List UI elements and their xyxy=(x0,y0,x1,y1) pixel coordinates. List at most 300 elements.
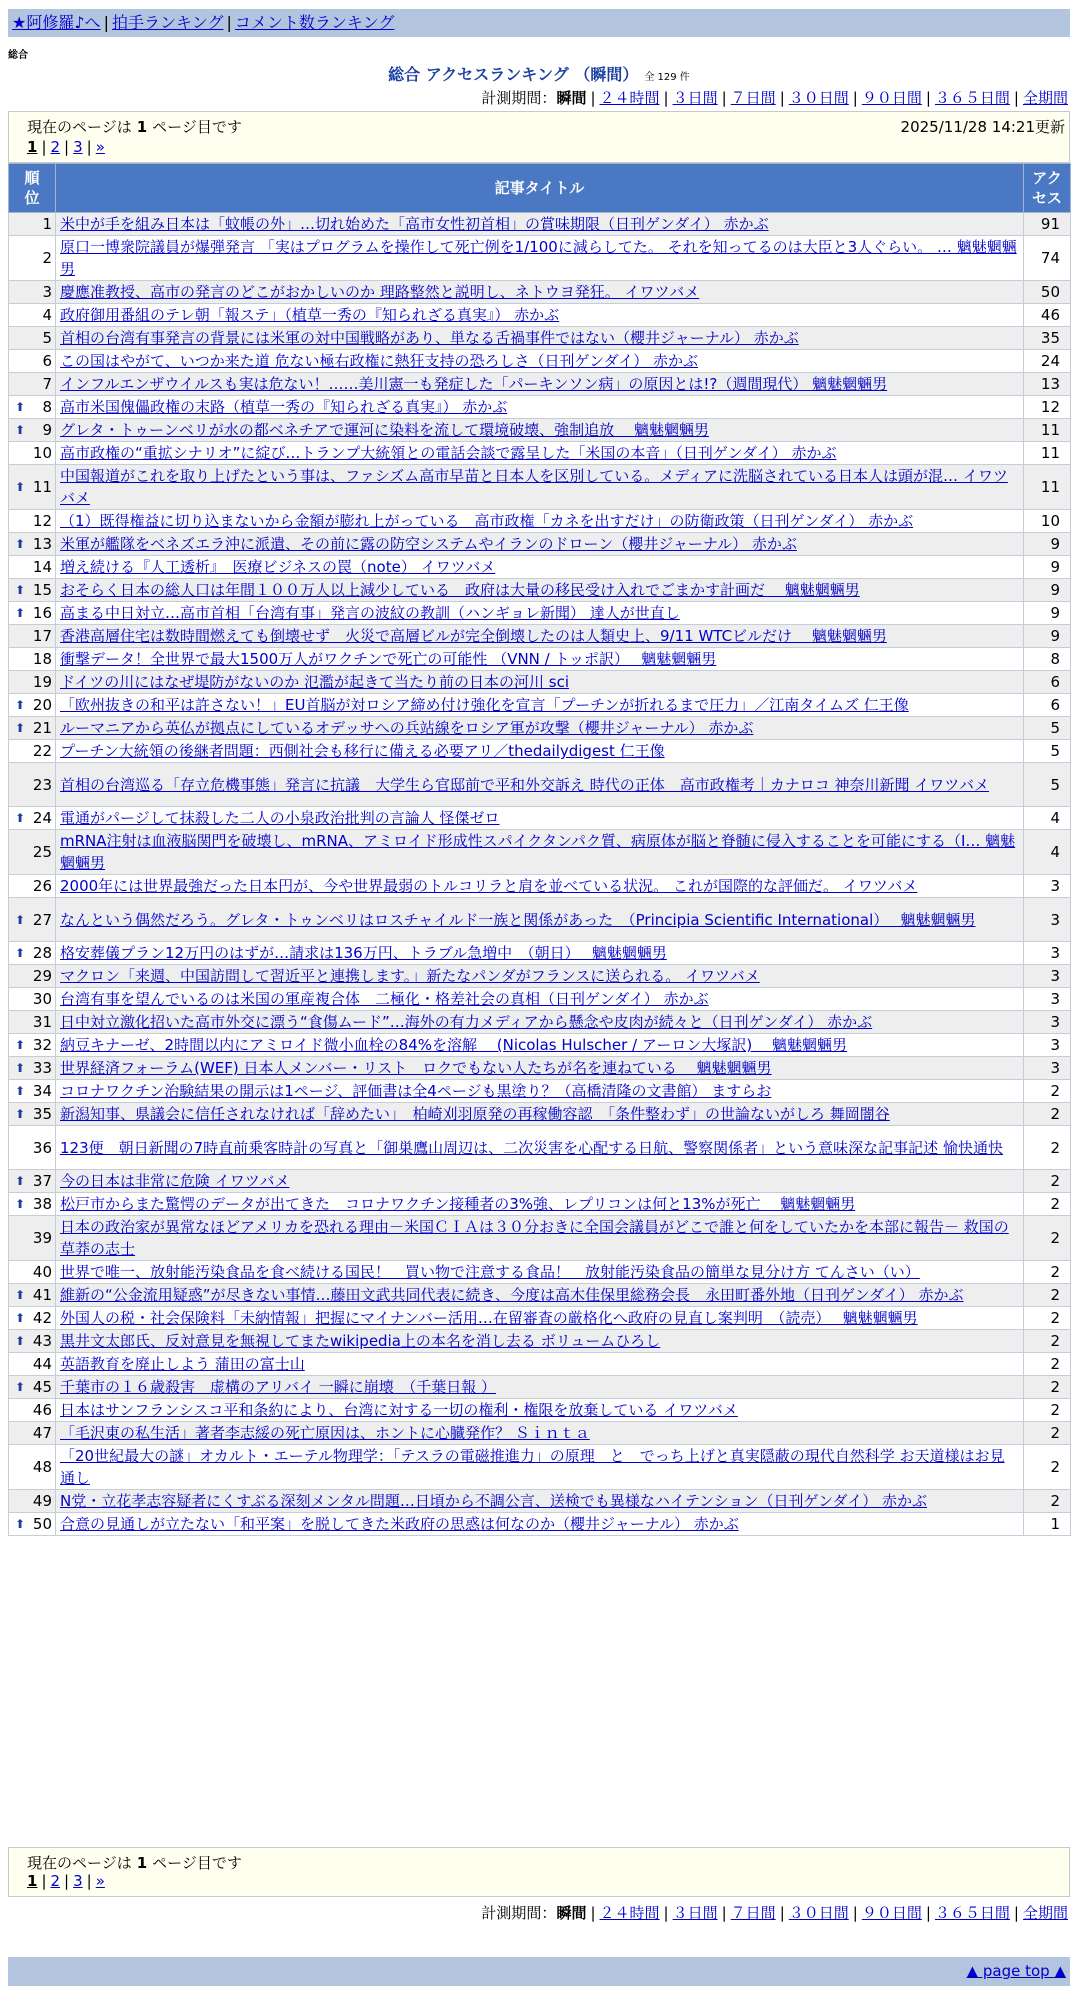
title-cell xyxy=(56,1261,1024,1284)
table-row xyxy=(9,988,1071,1011)
period-link[interactable]: ３６５日間 xyxy=(934,89,1010,107)
article-link[interactable]: プーチン大統領の後継者問題：西側社会も移行に備える必要アリ／thedailydigest 仁王像 xyxy=(60,742,665,760)
rank-number: 16 xyxy=(32,604,52,622)
title-cell xyxy=(56,442,1024,465)
access-count: 3 xyxy=(1024,942,1071,965)
article-link[interactable]: 高市米国傀儡政権の末路（植草一秀の『知られざる真実』） 赤かぶ xyxy=(60,398,508,416)
rank-cell xyxy=(9,875,56,898)
rank-number: 48 xyxy=(32,1458,52,1476)
access-count: 9 xyxy=(1024,556,1071,579)
access-count: 9 xyxy=(1024,602,1071,625)
title-cell xyxy=(56,1193,1024,1216)
access-count: 13 xyxy=(1024,373,1071,396)
table-row xyxy=(9,740,1071,763)
title-cell xyxy=(56,602,1024,625)
period-link[interactable]: ３６５日間 xyxy=(934,1904,1010,1922)
table-row xyxy=(9,419,1071,442)
arrow-up-icon: ⬆ xyxy=(15,946,26,960)
period-current: 瞬間 xyxy=(556,89,587,107)
arrow-up-icon: ⬆ xyxy=(15,1174,26,1188)
arrow-up-icon: ⬆ xyxy=(15,1288,26,1302)
article-link[interactable]: 123便 朝日新聞の7時直前乗客時計の写真と「御巣鷹山周辺は、二次災害を心配する日航、警察関係者」という意味深な記事記述 愉快通快 xyxy=(60,1138,1003,1157)
title-cell xyxy=(56,1011,1024,1034)
article-link[interactable]: 中国報道がこれを取り上げたという事は、ファシズム高市早苗と日本人を区別している。メディアに洗脳されている日本人は頭が混… イワツバメ xyxy=(60,467,1008,507)
article-link[interactable]: 納豆キナーゼ、2時間以内にアミロイド微小血栓の84%を溶解 (Nicolas Hulscher / アーロン大塚訳) 魑魅魍魎男 xyxy=(60,1036,848,1054)
separator: | xyxy=(721,89,727,107)
access-count: 11 xyxy=(1024,442,1071,465)
separator: | xyxy=(1013,89,1019,107)
access-count: 2 xyxy=(1024,1376,1071,1399)
arrow-up-icon: ⬆ xyxy=(15,1084,26,1098)
access-count: 9 xyxy=(1024,533,1071,556)
article-link[interactable]: 2000年には世界最強だった日本円が、今や世界最弱のトルコリラと肩を並べている状況。 これが国際的な評価だ。 イワツバメ xyxy=(60,877,918,895)
article-link[interactable]: おそらく日本の総人口は年間１００万人以上減少している 政府は大量の移民受け入れでごまかす計画だ 魑魅魍魎男 xyxy=(60,581,860,599)
separator: | xyxy=(779,1904,785,1922)
article-link[interactable]: 慶應准教授、高市の発言のどこがおかしいのか 理路整然と説明し、ネトウヨ発狂。 イワツバメ xyxy=(60,283,700,301)
period-link[interactable]: ３０日間 xyxy=(788,1904,849,1922)
access-count: 2 xyxy=(1024,1261,1071,1284)
rank-cell xyxy=(9,1513,56,1536)
article-link[interactable]: 高市政権の“重拡シナリオ”に綻び…トランプ大統領との電話会談で露呈した「米国の本音」（日刊ゲンダイ） 赤かぶ xyxy=(60,444,837,462)
period-link[interactable]: 全期間 xyxy=(1022,1904,1068,1922)
table-row xyxy=(9,1034,1071,1057)
article-link[interactable]: なんという偶然だろう。グレタ・トゥンベリはロスチャイルド一族と関係があった （Principia Scientific International） 魑魅魍魎男 xyxy=(60,910,976,929)
table-row xyxy=(9,533,1071,556)
access-count: 1 xyxy=(1024,1513,1071,1536)
rank-cell xyxy=(9,281,56,304)
rank-number: 35 xyxy=(32,1105,52,1123)
page-title xyxy=(0,62,1078,85)
access-count: 2 xyxy=(1024,1080,1071,1103)
period-link[interactable]: ３日間 xyxy=(672,89,718,107)
title-cell xyxy=(56,830,1024,875)
clap-ranking-link[interactable]: 拍手ランキング xyxy=(111,13,224,32)
rank-cell xyxy=(9,419,56,442)
category-label: 総合 xyxy=(8,50,28,61)
access-count: 2 xyxy=(1024,1284,1071,1307)
title-cell xyxy=(56,965,1024,988)
title-cell xyxy=(56,988,1024,1011)
table-row xyxy=(9,1011,1071,1034)
title-cell xyxy=(56,1445,1024,1490)
access-count: 2 xyxy=(1024,1126,1071,1170)
article-link[interactable]: この国はやがて、いつか来た道 危ない極右政権に熱狂支持の恐ろしさ（日刊ゲンダイ） 赤かぶ xyxy=(60,352,699,370)
home-link[interactable]: ★阿修羅♪へ xyxy=(12,13,101,32)
arrow-up-icon: ⬆ xyxy=(15,480,26,494)
rank-number: 13 xyxy=(32,535,52,553)
rank-cell xyxy=(9,396,56,419)
page-prefix: 現在のページは xyxy=(27,118,132,136)
title-cell xyxy=(56,556,1024,579)
rank-cell xyxy=(9,965,56,988)
separator: | xyxy=(590,1904,596,1922)
rank-cell xyxy=(9,807,56,830)
rank-cell xyxy=(9,1170,56,1193)
rank-cell xyxy=(9,1422,56,1445)
page-link[interactable]: 2 xyxy=(50,138,61,156)
separator: | xyxy=(663,1904,669,1922)
article-link[interactable]: 千葉市の１６歳殺害 虚構のアリバイ 一瞬に崩壊 （千葉日報 ） xyxy=(60,1378,496,1396)
article-link[interactable]: 首相の台湾有事発言の背景には米軍の対中国戦略があり、単なる舌禍事件ではない（櫻井ジャーナル） 赤かぶ xyxy=(60,329,799,347)
rank-number: 32 xyxy=(32,1036,52,1054)
article-link[interactable]: 高まる中日対立…高市首相「台湾有事」発言の波紋の教訓（ハンギョレ新聞） 達人が世直し xyxy=(60,604,680,622)
rank-number: 9 xyxy=(42,421,52,439)
rank-cell xyxy=(9,830,56,875)
rank-number: 18 xyxy=(32,650,52,668)
table-row xyxy=(9,1216,1071,1261)
access-count: 3 xyxy=(1024,1057,1071,1080)
access-count: 2 xyxy=(1024,1490,1071,1513)
arrow-up-icon: ⬆ xyxy=(15,583,26,597)
access-count: 4 xyxy=(1024,830,1071,875)
arrow-up-icon: ⬆ xyxy=(15,1517,26,1531)
access-count: 50 xyxy=(1024,281,1071,304)
rank-cell xyxy=(9,942,56,965)
rank-number: 20 xyxy=(32,696,52,714)
arrow-up-icon: ⬆ xyxy=(15,1061,26,1075)
access-count: 2 xyxy=(1024,1216,1071,1261)
article-link[interactable]: N党・立花孝志容疑者にくすぶる深刻メンタル問題…日頃から不調公言、送検でも異様なハイテンション（日刊ゲンダイ） 赤かぶ xyxy=(60,1492,928,1510)
arrow-up-icon: ⬆ xyxy=(15,698,26,712)
title-cell xyxy=(56,213,1024,236)
rank-number: 3 xyxy=(42,283,52,301)
rank-cell xyxy=(9,625,56,648)
table-row xyxy=(9,965,1071,988)
article-link[interactable]: 衝撃データ！全世界で最大1500万人がワクチンで死亡の可能性 （VNN / トッポ訳） 魑魅魍魎男 xyxy=(60,650,717,668)
table-row xyxy=(9,373,1071,396)
total-count: 全 129 件 xyxy=(644,72,690,83)
access-count: 5 xyxy=(1024,763,1071,807)
page-link[interactable]: 3 xyxy=(73,138,83,156)
rank-number: 8 xyxy=(42,398,52,416)
table-row xyxy=(9,327,1071,350)
separator: | xyxy=(590,89,596,107)
rank-number: 19 xyxy=(32,673,52,691)
period-current: 瞬間 xyxy=(556,1904,587,1922)
page-info-top xyxy=(8,111,1070,163)
article-link[interactable]: コロナワクチン治験結果の開示は1ページ、評価書は全4ページも黒塗り？（高橋清隆の文書館） ますらお xyxy=(60,1082,772,1100)
separator: | xyxy=(1013,1904,1019,1922)
page-top-link[interactable]: ▲ page top ▲ xyxy=(966,1962,1066,1980)
article-link[interactable]: 英語教育を廃止しよう 蒲田の富士山 xyxy=(60,1355,305,1373)
page-link[interactable]: 2 xyxy=(50,1872,61,1890)
title-cell xyxy=(56,1216,1024,1261)
separator: | xyxy=(86,138,92,156)
rank-number: 42 xyxy=(32,1309,52,1327)
rank-number: 21 xyxy=(32,719,52,737)
article-link[interactable]: 世界経済フォーラム(WEF) 日本人メンバー・リスト ロクでもない人たちが名を連ねている 魑魅魍魎男 xyxy=(60,1059,772,1077)
rank-number: 23 xyxy=(32,775,52,794)
table-row xyxy=(9,1080,1071,1103)
access-count: 3 xyxy=(1024,1011,1071,1034)
access-count: 3 xyxy=(1024,965,1071,988)
rank-cell xyxy=(9,1490,56,1513)
access-count: 9 xyxy=(1024,625,1071,648)
access-count: 4 xyxy=(1024,807,1071,830)
rank-cell xyxy=(9,1330,56,1353)
title-text: 総合 アクセスランキング （瞬間） xyxy=(388,65,639,84)
period-link[interactable]: 全期間 xyxy=(1022,89,1068,107)
rank-cell xyxy=(9,740,56,763)
rank-number: 2 xyxy=(42,249,52,267)
table-row xyxy=(9,1261,1071,1284)
article-link[interactable]: ルーマニアから英仏が拠点にしているオデッサへの兵站線をロシア軍が攻撃（櫻井ジャーナル） 赤かぶ xyxy=(60,719,754,737)
article-link[interactable]: 今の日本は非常に危険 イワツバメ xyxy=(60,1172,290,1190)
article-link[interactable]: 台湾有事を望んでいるのは米国の軍産複合体 二極化・格差社会の真相（日刊ゲンダイ） 赤かぶ xyxy=(60,990,709,1008)
col-title-header: 記事タイトル xyxy=(56,164,1024,213)
table-row xyxy=(9,442,1071,465)
access-count: 24 xyxy=(1024,350,1071,373)
rank-number: 11 xyxy=(32,478,52,496)
separator: | xyxy=(64,1872,70,1890)
rank-cell xyxy=(9,648,56,671)
title-cell xyxy=(56,419,1024,442)
rank-cell xyxy=(9,579,56,602)
rank-number: 17 xyxy=(32,627,52,645)
page-link[interactable]: » xyxy=(95,1872,105,1890)
separator: | xyxy=(663,89,669,107)
rank-cell xyxy=(9,213,56,236)
table-row xyxy=(9,1353,1071,1376)
table-row xyxy=(9,1193,1071,1216)
article-link[interactable]: 増え続ける『人工透析』 医療ビジネスの罠（note） イワツバメ xyxy=(60,558,496,576)
title-cell xyxy=(56,694,1024,717)
arrow-up-icon: ⬆ xyxy=(15,912,26,927)
title-cell xyxy=(56,350,1024,373)
access-count: 46 xyxy=(1024,304,1071,327)
access-count: 3 xyxy=(1024,898,1071,942)
table-row xyxy=(9,942,1071,965)
article-link[interactable]: （1）既得権益に切り込まないから金額が膨れ上がっている 高市政権「カネを出すだけ」の防衛政策（日刊ゲンダイ） 赤かぶ xyxy=(60,512,914,530)
rank-number: 26 xyxy=(32,877,52,895)
table-row xyxy=(9,396,1071,419)
table-row xyxy=(9,1307,1071,1330)
article-link[interactable]: ドイツの川にはなぜ堤防がないのか 氾濫が起きて当たり前の日本の河川 sci xyxy=(60,673,570,691)
article-link[interactable]: 電通がパージして抹殺した二人の小泉政治批判の言論人 怪傑ゼロ xyxy=(60,809,500,827)
article-link[interactable]: 日中対立激化招いた高市外交に漂う“食傷ムード”…海外の有力メディアから懸念や皮肉が続々と（日刊ゲンダイ） 赤かぶ xyxy=(60,1013,873,1031)
article-link[interactable]: 日本はサンフランシスコ平和条約により、台湾に対する一切の権利・権限を放棄している イワツバメ xyxy=(60,1401,738,1419)
title-cell xyxy=(56,942,1024,965)
access-count: 35 xyxy=(1024,327,1071,350)
access-count: 5 xyxy=(1024,717,1071,740)
arrow-up-icon: ⬆ xyxy=(15,423,26,437)
arrow-up-icon: ⬆ xyxy=(15,1038,26,1052)
access-count: 2 xyxy=(1024,1399,1071,1422)
rank-cell xyxy=(9,694,56,717)
access-count: 2 xyxy=(1024,1330,1071,1353)
title-cell xyxy=(56,671,1024,694)
footer-bar xyxy=(8,1957,1070,1986)
rank-number: 12 xyxy=(32,512,52,530)
article-link[interactable]: 米中が手を組み日本は「蚊帳の外」…切れ始めた「高市女性初首相」の賞味期限（日刊ゲンダイ） 赤かぶ xyxy=(60,215,769,233)
rank-number: 31 xyxy=(32,1013,52,1031)
article-link[interactable]: 黒井文太郎氏、反対意見を無視してまたwikipedia上の本名を消し去る ボリュームひろし xyxy=(60,1332,661,1350)
page-link[interactable]: 1 xyxy=(27,1872,38,1890)
current-page-text xyxy=(27,1852,242,1873)
table-row xyxy=(9,1513,1071,1536)
title-cell xyxy=(56,510,1024,533)
title-cell xyxy=(56,898,1024,942)
table-row xyxy=(9,1103,1071,1126)
rank-cell xyxy=(9,1126,56,1170)
table-row xyxy=(9,807,1071,830)
table-row xyxy=(9,556,1071,579)
arrow-up-icon: ⬆ xyxy=(15,1197,26,1211)
article-link[interactable]: インフルエンザウイルスも実は危ない！……美川憲一も発症した「パーキンソン病」の原因とは!?（週間現代） 魑魅魍魎男 xyxy=(60,375,888,393)
separator: | xyxy=(41,1872,47,1890)
title-cell xyxy=(56,1034,1024,1057)
separator: | xyxy=(925,89,931,107)
period-link[interactable]: ７日間 xyxy=(730,89,776,107)
rank-cell xyxy=(9,442,56,465)
rank-cell xyxy=(9,671,56,694)
title-cell xyxy=(56,1307,1024,1330)
article-link[interactable]: 世界で唯一、放射能汚染食品を食べ続ける国民！ 買い物で注意する食品！ 放射能汚染食品の簡単な見分け方 てんさい（い） xyxy=(60,1263,920,1281)
access-count: 11 xyxy=(1024,419,1071,442)
period-selector-bottom xyxy=(481,1902,1068,1923)
arrow-up-icon: ⬆ xyxy=(15,811,26,825)
title-cell xyxy=(56,1057,1024,1080)
period-label: 計測期間： xyxy=(481,89,557,107)
article-link[interactable]: 政府御用番組のテレ朝「報ステ」（植草一秀の『知られざる真実』） 赤かぶ xyxy=(60,306,560,324)
table-row xyxy=(9,579,1071,602)
separator: | xyxy=(779,89,785,107)
article-link[interactable]: mRNA注射は血液脳関門を破壊し、mRNA、アミロイド形成性スパイクタンパク質、病原体が脳と脊髄に侵入することを可能にする（I… 魑魅魍魎男 xyxy=(60,832,1016,872)
comment-ranking-link[interactable]: コメント数ランキング xyxy=(234,13,395,32)
article-link[interactable]: 維新の“公金流用疑惑”が尽きない事情…藤田文武共同代表に続き、今度は高木佳保里総務会長 永田町番外地（日刊ゲンダイ） 赤かぶ xyxy=(60,1286,964,1304)
access-count: 3 xyxy=(1024,1034,1071,1057)
period-label: 計測期間： xyxy=(481,1904,557,1922)
article-link[interactable]: 外国人の税・社会保険料「未納情報」把握にマイナンバー活用…在留審査の厳格化へ政府の見直し案判明 （読売） 魑魅魍魎男 xyxy=(60,1309,918,1327)
period-link[interactable]: ２４時間 xyxy=(599,1904,660,1922)
rank-cell xyxy=(9,236,56,281)
pagination xyxy=(27,1872,105,1890)
arrow-up-icon: ⬆ xyxy=(15,721,26,735)
rank-number: 49 xyxy=(32,1492,52,1510)
rank-number: 1 xyxy=(42,215,52,233)
period-link[interactable]: ３日間 xyxy=(672,1904,718,1922)
table-row xyxy=(9,1330,1071,1353)
title-cell xyxy=(56,763,1024,807)
article-link[interactable]: 松戸市からまた驚愕のデータが出てきた コロナワクチン接種者の3%強、レプリコンは何と13%が死亡 魑魅魍魎男 xyxy=(60,1195,856,1213)
title-cell xyxy=(56,281,1024,304)
period-link[interactable]: ９０日間 xyxy=(861,1904,922,1922)
title-cell xyxy=(56,1126,1024,1170)
period-link[interactable]: ９０日間 xyxy=(861,89,922,107)
page-link[interactable]: 1 xyxy=(27,138,38,156)
rank-number: 33 xyxy=(32,1059,52,1077)
period-link[interactable]: ７日間 xyxy=(730,1904,776,1922)
access-count: 3 xyxy=(1024,875,1071,898)
page-info-bottom xyxy=(8,1847,1070,1897)
title-cell xyxy=(56,807,1024,830)
table-row xyxy=(9,350,1071,373)
rank-number: 34 xyxy=(32,1082,52,1100)
rank-number: 29 xyxy=(32,967,52,985)
access-count: 74 xyxy=(1024,236,1071,281)
article-link[interactable]: 「20世紀最大の謎」オカルト・エーテル物理学：「テスラの電磁推進力」の原理 と でっち上げと真実隠蔽の現代自然科学 お天道様はお見通し xyxy=(60,1447,1005,1487)
arrow-up-icon: ⬆ xyxy=(15,1107,26,1121)
rank-cell xyxy=(9,510,56,533)
separator: | xyxy=(86,1872,92,1890)
title-cell xyxy=(56,1080,1024,1103)
title-cell xyxy=(56,648,1024,671)
period-link[interactable]: ３０日間 xyxy=(788,89,849,107)
title-cell xyxy=(56,304,1024,327)
table-row xyxy=(9,717,1071,740)
page-link[interactable]: » xyxy=(95,138,105,156)
table-row xyxy=(9,1284,1071,1307)
article-link[interactable]: 「欧州抜きの和平は許さない！」EU首脳が対ロシア締め付け強化を宣言「プーチンが折れるまで圧力」／江南タイムズ 仁王像 xyxy=(60,696,909,714)
updated-time: 2025/11/28 14:21更新 xyxy=(900,118,1065,136)
page-link[interactable]: 3 xyxy=(73,1872,83,1890)
rank-cell xyxy=(9,350,56,373)
rank-cell xyxy=(9,988,56,1011)
rank-number: 22 xyxy=(32,742,52,760)
rank-number: 28 xyxy=(32,944,52,962)
separator: | xyxy=(852,89,858,107)
title-cell xyxy=(56,1376,1024,1399)
rank-cell xyxy=(9,1353,56,1376)
article-link[interactable]: 「毛沢東の私生活」著者李志綏の死亡原因は、ホントに心臓発作？ Ｓｉｎｔａ xyxy=(60,1424,590,1442)
title-cell xyxy=(56,1422,1024,1445)
title-cell xyxy=(56,1284,1024,1307)
article-link[interactable]: 香港高層住宅は数時間燃えても倒壊せず 火災で高層ビルが完全倒壊したのは人類史上、9/11 WTCビルだけ 魑魅魍魎男 xyxy=(60,627,887,645)
title-cell xyxy=(56,465,1024,510)
title-cell xyxy=(56,1170,1024,1193)
title-cell xyxy=(56,396,1024,419)
title-cell xyxy=(56,1490,1024,1513)
rank-number: 5 xyxy=(42,329,52,347)
table-row xyxy=(9,236,1071,281)
article-link[interactable]: 合意の見通しが立たない「和平案」を脱してきた米政府の思惑は何なのか（櫻井ジャーナル） 赤かぶ xyxy=(60,1515,739,1533)
separator: | xyxy=(41,138,47,156)
access-count: 2 xyxy=(1024,1422,1071,1445)
separator: | xyxy=(721,1904,727,1922)
rank-cell xyxy=(9,717,56,740)
table-row xyxy=(9,763,1071,807)
rank-cell xyxy=(9,373,56,396)
title-cell xyxy=(56,1353,1024,1376)
access-count: 2 xyxy=(1024,1445,1071,1490)
article-link[interactable]: 新潟知事、県議会に信任されなければ「辞めたい」 柏崎刈羽原発の再稼働容認 「条件整わず」の世論ないがしろ 舞岡闇谷 xyxy=(60,1105,890,1123)
article-link[interactable]: マクロン「来週、中国訪問して習近平と連携します。」新たなパンダがフランスに送られる。 イワツバメ xyxy=(60,967,760,985)
rank-number: 10 xyxy=(32,444,52,462)
arrow-up-icon: ⬆ xyxy=(15,400,26,414)
table-row xyxy=(9,281,1071,304)
article-link[interactable]: 格安葬儀プラン12万円のはずが…請求は136万円、トラブル急増中 （朝日） 魑魅魍魎男 xyxy=(60,944,667,962)
table-row xyxy=(9,510,1071,533)
period-link[interactable]: ２４時間 xyxy=(599,89,660,107)
title-cell xyxy=(56,327,1024,350)
rank-cell xyxy=(9,556,56,579)
page-suffix: ページ目です xyxy=(152,1854,242,1872)
rank-number: 41 xyxy=(32,1286,52,1304)
rank-number: 14 xyxy=(32,558,52,576)
title-cell xyxy=(56,373,1024,396)
article-link[interactable]: グレタ・トゥーンベリが水の都ベネチアで運河に染料を流して環境破壊、強制追放 魑魅魍魎男 xyxy=(60,421,709,439)
article-link[interactable]: 原口一博衆院議員が爆弾発言 「実はプログラムを操作して死亡例を1/100に減らしてた。 それを知ってるのは大臣と3人ぐらい。 … 魑魅魍魎男 xyxy=(60,238,1017,278)
rank-cell xyxy=(9,304,56,327)
article-link[interactable]: 首相の台湾巡る「存立危機事態」発言に抗議 大学生ら官邸前で平和外交訴え 時代の正体 高市政権考｜カナロコ 神奈川新聞 イワツバメ xyxy=(60,775,990,794)
rank-number: 47 xyxy=(32,1424,52,1442)
title-cell xyxy=(56,625,1024,648)
article-link[interactable]: 米軍が艦隊をベネズエラ沖に派遣、その前に露の防空システムやイランのドローン（櫻井ジャーナル） 赤かぶ xyxy=(60,535,797,553)
rank-cell xyxy=(9,1011,56,1034)
article-link[interactable]: 日本の政治家が異常なほどアメリカを恐れる理由－米国ＣＩＡは３０分おきに全国会議員がどこで誰と何をしていたかを本部に報告－ 救国の草莽の志士 xyxy=(60,1218,1009,1258)
table-row xyxy=(9,304,1071,327)
access-count: 6 xyxy=(1024,671,1071,694)
